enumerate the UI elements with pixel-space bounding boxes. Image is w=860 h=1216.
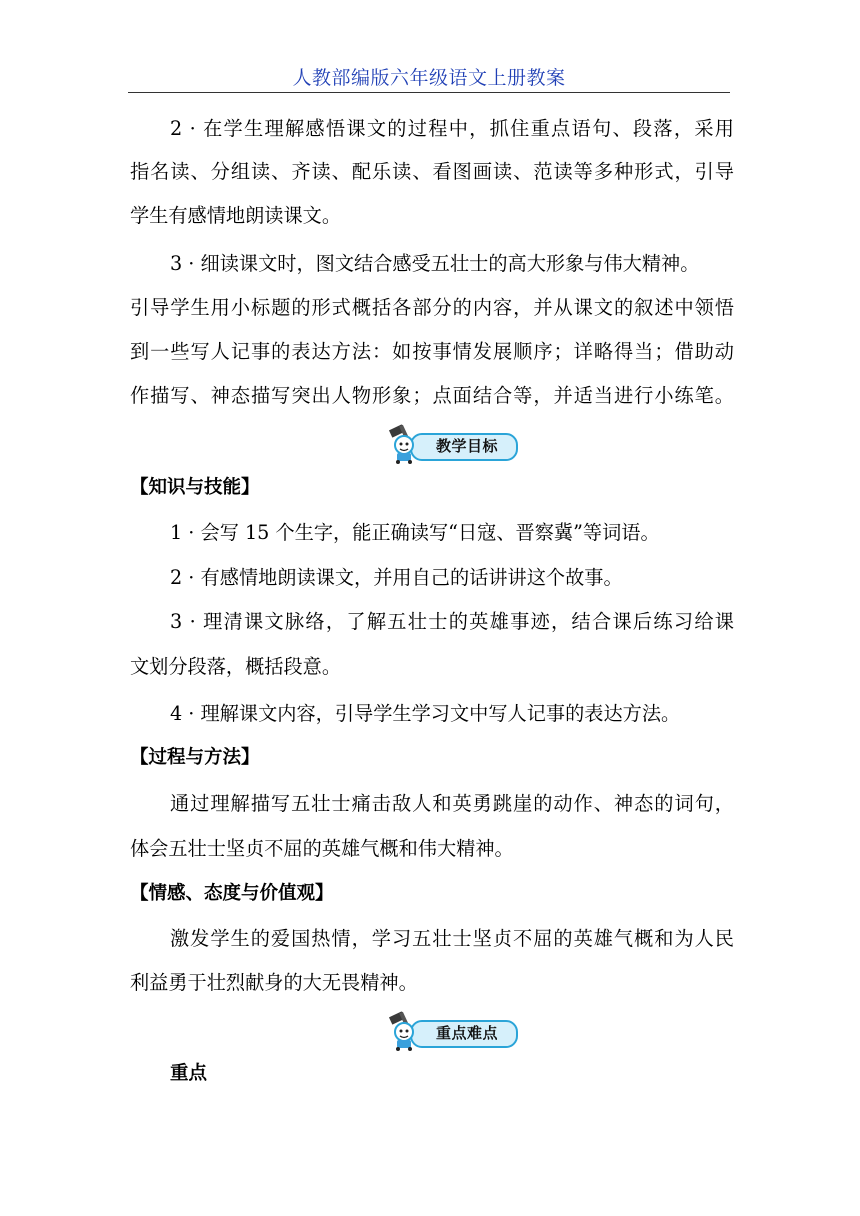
emotion-line-1: 激发学生的爱国热情，学习五壮士坚贞不屈的英雄气概和为人民 <box>170 927 734 950</box>
section-heading-key: 重点 <box>170 1063 208 1084</box>
paragraph-2-line-2: 指名读、分组读、齐读、配乐读、看图画读、范读等多种形式，引导 <box>130 160 734 183</box>
process-line-1: 通过理解描写五壮士痛击敌人和英勇跳崖的动作、神态的词句， <box>170 792 734 815</box>
knowledge-item-3: 3 · 理清课文脉络，了解五壮士的英雄事迹，结合课后练习给课 <box>170 610 734 633</box>
paragraph-2-line-1: 2 · 在学生理解感悟课文的过程中，抓住重点语句、段落，采用 <box>170 117 734 140</box>
knowledge-item-1: 1 · 会写 15 个生字，能正确读写“日寇、晋察冀”等词语。 <box>170 521 660 544</box>
knowledge-item-3-cont: 文划分段落，概括段意。 <box>130 655 342 678</box>
paragraph-3-line-2: 引导学生用小标题的形式概括各部分的内容，并从课文的叙述中领悟 <box>130 296 734 319</box>
section-heading-emotion: 【情感、态度与价值观】 <box>130 883 334 904</box>
paragraph-3-line-1: 3 · 细读课文时，图文结合感受五壮士的高大形象与伟大精神。 <box>170 252 700 275</box>
process-line-2: 体会五壮士坚贞不屈的英雄气概和伟大精神。 <box>130 837 514 860</box>
page-header-title: 人教部编版六年级语文上册教案 <box>292 67 566 89</box>
paragraph-2-line-3: 学生有感情地朗读课文。 <box>130 204 342 227</box>
section-heading-process: 【过程与方法】 <box>130 747 260 768</box>
banner-title: 教学目标 <box>435 437 498 455</box>
header-divider <box>128 92 730 93</box>
paragraph-3-line-4: 作描写、神态描写突出人物形象；点面结合等，并适当进行小练笔。 <box>130 384 734 407</box>
knowledge-item-2: 2 · 有感情地朗读课文，并用自己的话讲讲这个故事。 <box>170 566 623 589</box>
knowledge-item-4: 4 · 理解课文内容，引导学生学习文中写人记事的表达方法。 <box>170 702 681 725</box>
banner-title: 重点难点 <box>435 1024 498 1042</box>
emotion-line-2: 利益勇于壮烈献身的大无畏精神。 <box>130 971 418 994</box>
section-heading-knowledge: 【知识与技能】 <box>130 477 260 498</box>
paragraph-3-line-3: 到一些写人记事的表达方法：如按事情发展顺序；详略得当；借助动 <box>130 340 734 363</box>
